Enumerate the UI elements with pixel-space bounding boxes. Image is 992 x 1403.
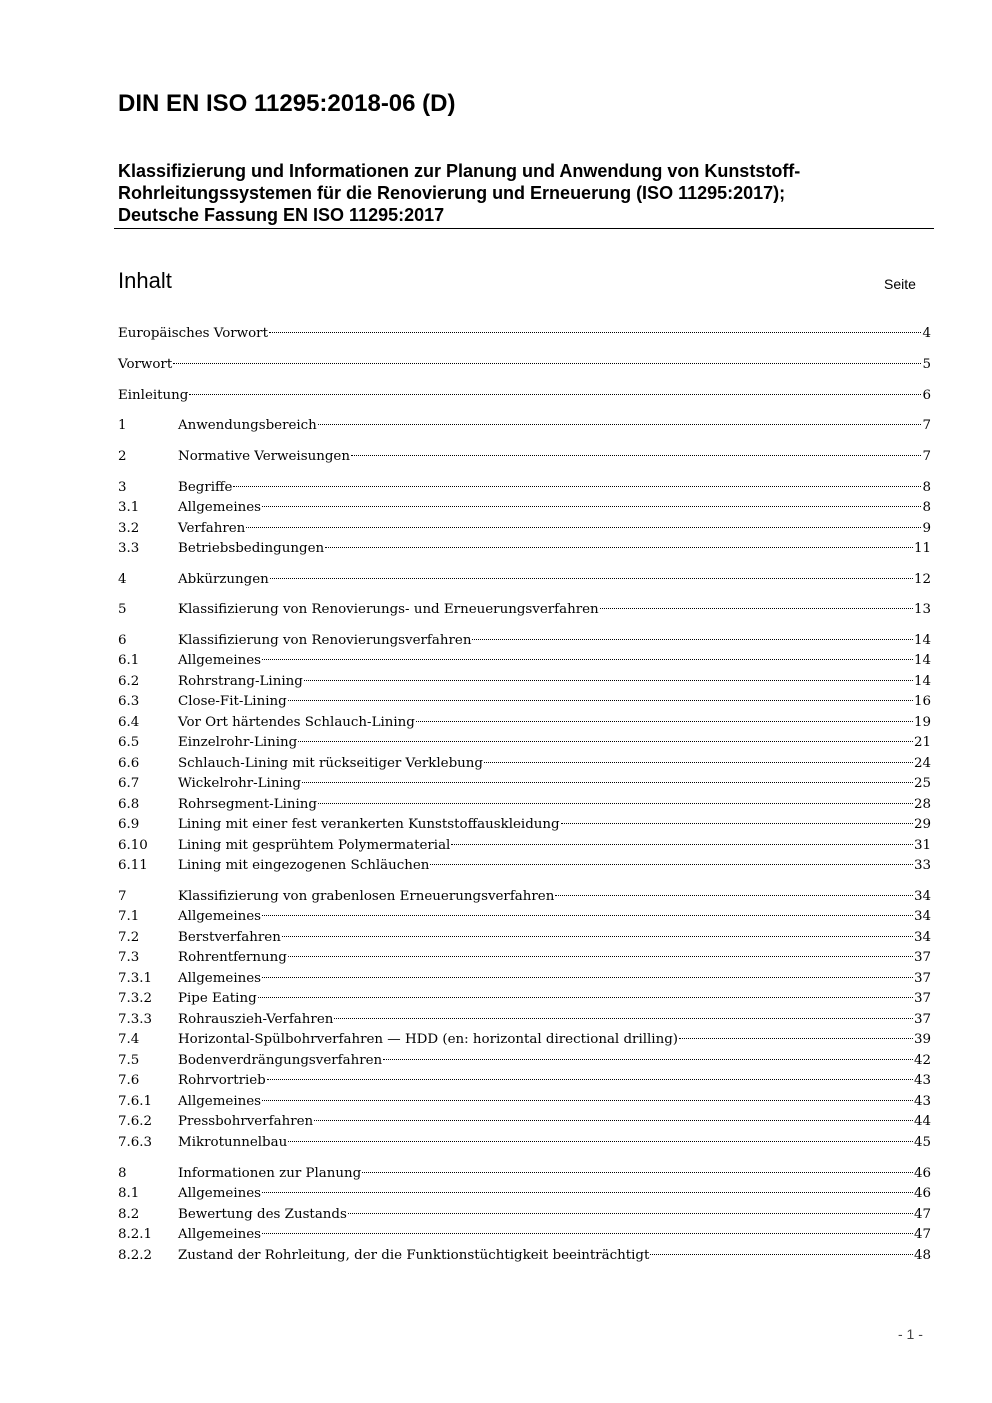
toc-entry-page: 37 [913,950,931,965]
toc-entry-page: 37 [913,971,931,986]
toc-entry-title: Allgemeines [178,1227,262,1242]
footer-page-number: - 1 - [898,1326,923,1342]
toc-entry-page: 12 [913,572,931,587]
toc-entry-title: Klassifizierung von grabenlosen Erneuerungsverfahren [178,889,555,904]
toc-dot-leader [600,608,913,609]
toc-dot-leader [233,486,921,487]
toc-entry-number: 8.2 [118,1207,140,1222]
toc-entry[interactable] [118,733,931,753]
subtitle-line: Rohrleitungssystemen für die Renovierung und Erneuerung (ISO 11295:2017); [118,183,786,203]
toc-entry-number: 6.6 [118,756,140,771]
toc-entry-number: 7.3.3 [118,1012,153,1027]
toc-dot-leader [561,823,913,824]
toc-entry-title: Vorwort [118,357,173,372]
toc-entry-title: Allgemeines [178,909,262,924]
toc-entry-number: 6.7 [118,776,140,791]
toc-entry[interactable] [118,519,931,539]
toc-dot-leader [189,394,921,395]
toc-dot-leader [282,936,913,937]
toc-entry[interactable] [118,692,931,712]
toc-entry-page: 45 [913,1135,931,1150]
toc-entry-page: 28 [913,797,931,812]
toc-entry-number: 6.10 [118,838,148,853]
toc-entry-title: Horizontal-Spülbohrverfahren — HDD (en: horizontal directional drilling) [178,1032,678,1047]
toc-entry-title: Pressbohrverfahren [178,1114,314,1129]
toc-entry[interactable] [118,1071,931,1091]
toc-entry-title: Rohrentfernung [178,950,287,965]
toc-entry-page: 8 [922,480,931,495]
toc-entry-page: 44 [913,1114,931,1129]
toc-entry[interactable] [118,1246,931,1266]
toc-entry[interactable] [118,928,931,948]
toc-entry-title: Verfahren [178,521,246,536]
toc-entry-number: 3.1 [118,500,140,515]
toc-entry-title: Europäisches Vorwort [118,326,268,341]
toc-entry-number: 6.5 [118,735,140,750]
toc-entry-title: Rohrstrang-Lining [178,674,303,689]
toc-dot-leader [262,1192,913,1193]
toc-entry-page: 14 [913,633,931,648]
toc-entry-title: Lining mit einer fest verankerten Kunststoffauskleidung [178,817,560,832]
toc-entry-title: Pipe Eating [178,991,257,1006]
toc-entry-page: 4 [922,326,931,341]
toc-dot-leader [416,721,913,722]
toc-entry[interactable] [118,969,931,989]
toc-entry[interactable] [118,1030,931,1050]
toc-entry-title: Lining mit eingezogenen Schläuchen [178,858,430,873]
toc-entry-title: Rohrvortrieb [178,1073,266,1088]
toc-entry-page: 16 [913,694,931,709]
toc-entry[interactable] [118,1205,931,1225]
toc-entry-number: 7.5 [118,1053,140,1068]
toc-page-column-label: Seite [884,276,916,292]
toc-entry-number: 6.2 [118,674,140,689]
toc-entry[interactable] [118,1164,931,1184]
toc-entry-title: Zustand der Rohrleitung, der die Funktionstüchtigkeit beeinträchtigt [178,1248,650,1263]
subtitle-line: Deutsche Fassung EN ISO 11295:2017 [118,205,445,225]
toc-entry-number: 7.4 [118,1032,140,1047]
toc-dot-leader [351,455,922,456]
toc-dot-leader [304,680,913,681]
toc-dot-leader [258,997,913,998]
toc-dot-leader [362,1172,913,1173]
toc-dot-leader [270,578,913,579]
toc-entry-number: 7.6.3 [118,1135,153,1150]
toc-entry-title: Lining mit gesprühtem Polymermaterial [178,838,451,853]
toc-entry-number: 7.1 [118,909,140,924]
toc-entry-page: 46 [913,1186,931,1201]
toc-entry-page: 37 [913,991,931,1006]
toc-entry[interactable] [118,478,931,498]
toc-entry-page: 29 [913,817,931,832]
toc-entry-page: 6 [922,388,931,403]
toc-entry-number: 7.2 [118,930,140,945]
document-title: DIN EN ISO 11295:2018-06 (D) [118,90,456,117]
toc-dot-leader [555,895,913,896]
toc-entry-title: Schlauch-Lining mit rückseitiger Verklebung [178,756,484,771]
toc-entry-title: Wickelrohr-Lining [178,776,301,791]
toc-entry[interactable] [118,498,931,518]
toc-entry[interactable] [118,570,931,590]
toc-dot-leader [484,762,913,763]
toc-entry-number: 7.6.2 [118,1114,153,1129]
toc-entry-page: 43 [913,1073,931,1088]
toc-entry-page: 43 [913,1094,931,1109]
toc-entry-number: 7.6 [118,1073,140,1088]
toc-dot-leader [348,1213,913,1214]
toc-entry[interactable] [118,774,931,794]
toc-dot-leader [451,844,913,845]
toc-entry[interactable] [118,651,931,671]
toc-entry-number: 7.6.1 [118,1094,153,1109]
toc-entry-number: 7.3.2 [118,991,153,1006]
toc-entry-title: Normative Verweisungen [178,449,350,464]
toc-entry-title: Klassifizierung von Renovierungs- und Erneuerungsverfahren [178,602,599,617]
toc-entry-title: Rohrsegment-Lining [178,797,317,812]
toc-entry[interactable] [118,447,931,467]
toc-dot-leader [302,782,913,783]
toc-entry-number: 6.9 [118,817,140,832]
toc-entry-page: 19 [913,715,931,730]
toc-entry[interactable] [118,948,931,968]
toc-entry-page: 11 [913,541,931,556]
toc-entry[interactable] [118,1010,931,1030]
toc-entry[interactable] [118,795,931,815]
toc-entry[interactable] [118,539,931,559]
toc-entry[interactable] [118,887,931,907]
toc-heading: Inhalt [118,268,172,293]
toc-dot-leader [314,1120,913,1121]
toc-entry[interactable] [118,386,931,406]
toc-entry[interactable] [118,672,931,692]
toc-dot-leader [650,1254,913,1255]
toc-entry-number: 6.4 [118,715,140,730]
toc-dot-leader [318,424,922,425]
toc-entry-title: Close-Fit-Lining [178,694,287,709]
toc-entry-page: 21 [913,735,931,750]
toc-entry-page: 37 [913,1012,931,1027]
toc-entry-number: 3 [118,480,127,495]
toc-dot-leader [325,547,913,548]
toc-entry[interactable] [118,324,931,344]
toc-entry-number: 7.3 [118,950,140,965]
toc-entry-number: 8.1 [118,1186,140,1201]
title-divider [114,228,934,229]
toc-entry-number: 3.3 [118,541,140,556]
toc-entry-title: Bewertung des Zustands [178,1207,347,1222]
toc-entry-number: 1 [118,418,127,433]
toc-dot-leader [262,977,913,978]
toc-entry-page: 14 [913,674,931,689]
toc-entry[interactable] [118,1184,931,1204]
toc-entry-page: 5 [922,357,931,372]
toc-dot-leader [262,915,913,916]
toc-entry-number: 5 [118,602,127,617]
toc-entry[interactable] [118,1092,931,1112]
toc-entry-number: 6.3 [118,694,140,709]
toc-dot-leader [288,956,913,957]
toc-entry-title: Einleitung [118,388,189,403]
toc-entry-number: 6 [118,633,127,648]
toc-entry-number: 3.2 [118,521,140,536]
toc-entry-number: 6.1 [118,653,140,668]
document-subtitle [118,160,933,226]
toc-entry-title: Abkürzungen [178,572,269,587]
toc-entry-page: 34 [913,930,931,945]
toc-entry-title: Allgemeines [178,653,262,668]
toc-dot-leader [318,803,913,804]
toc-entry-page: 24 [913,756,931,771]
toc-dot-leader [288,700,913,701]
toc-entry-title: Allgemeines [178,500,262,515]
toc-entry-number: 8.2.1 [118,1227,153,1242]
toc-entry[interactable] [118,355,931,375]
subtitle-line: Klassifizierung und Informationen zur Planung und Anwendung von Kunststoff- [118,161,801,181]
toc-entry[interactable] [118,989,931,1009]
toc-entry[interactable] [118,1051,931,1071]
toc-entry-page: 39 [913,1032,931,1047]
toc-entry-title: Begriffe [178,480,233,495]
toc-entry[interactable] [118,416,931,436]
toc-dot-leader [262,1233,913,1234]
toc-entry-page: 8 [922,500,931,515]
toc-entry-title: Allgemeines [178,1094,262,1109]
toc-entry-page: 34 [913,889,931,904]
toc-entry-title: Betriebsbedingungen [178,541,325,556]
toc-entry-title: Bodenverdrängungsverfahren [178,1053,383,1068]
toc-entry-page: 14 [913,653,931,668]
toc-entry-title: Anwendungsbereich [178,418,317,433]
toc-entry-page: 31 [913,838,931,853]
toc-entry[interactable] [118,815,931,835]
toc-entry[interactable] [118,856,931,876]
toc-entry-title: Allgemeines [178,1186,262,1201]
toc-dot-leader [430,864,913,865]
toc-dot-leader [262,506,921,507]
toc-entry-page: 34 [913,909,931,924]
toc-dot-leader [262,659,913,660]
toc-dot-leader [173,363,921,364]
toc-dot-leader [334,1018,913,1019]
toc-entry[interactable] [118,1112,931,1132]
toc-dot-leader [298,741,913,742]
toc-dot-leader [269,332,922,333]
toc-entry-title: Rohrauszieh-Verfahren [178,1012,334,1027]
toc-entry-page: 25 [913,776,931,791]
toc-dot-leader [262,1100,913,1101]
toc-entry-page: 7 [922,449,931,464]
toc-entry-number: 7.3.1 [118,971,153,986]
toc-entry-page: 42 [913,1053,931,1068]
toc-dot-leader [383,1059,913,1060]
toc-entry-number: 6.8 [118,797,140,812]
toc-entry[interactable] [118,754,931,774]
toc-entry[interactable] [118,836,931,856]
toc-dot-leader [267,1079,913,1080]
toc-entry-title: Allgemeines [178,971,262,986]
toc-entry-page: 46 [913,1166,931,1181]
toc-entry-number: 7 [118,889,127,904]
toc-dot-leader [246,527,921,528]
toc-entry-number: 8.2.2 [118,1248,153,1263]
toc-entry-title: Mikrotunnelbau [178,1135,288,1150]
toc-dot-leader [288,1141,913,1142]
toc-entry-title: Informationen zur Planung [178,1166,362,1181]
toc-entry-number: 4 [118,572,127,587]
toc-entry-title: Berstverfahren [178,930,281,945]
toc-entry-number: 2 [118,449,127,464]
toc-entry[interactable] [118,631,931,651]
toc-entry-title: Klassifizierung von Renovierungsverfahren [178,633,472,648]
toc-entry-title: Einzelrohr-Lining [178,735,298,750]
toc-dot-leader [679,1038,913,1039]
toc-entry-number: 8 [118,1166,127,1181]
toc-entry-page: 48 [913,1248,931,1263]
toc-entry-title: Vor Ort härtendes Schlauch-Lining [178,715,415,730]
toc-entry-page: 9 [922,521,931,536]
toc-entry[interactable] [118,713,931,733]
toc-dot-leader [472,639,913,640]
toc-entry-page: 33 [913,858,931,873]
toc-entry-page: 47 [913,1227,931,1242]
toc-entry-page: 7 [922,418,931,433]
toc-entry-number: 6.11 [118,858,148,873]
toc-entry[interactable] [118,600,931,620]
toc-entry[interactable] [118,907,931,927]
toc-entry-page: 13 [913,602,931,617]
toc-entry[interactable] [118,1225,931,1245]
toc-entry[interactable] [118,1133,931,1153]
toc-entry-page: 47 [913,1207,931,1222]
